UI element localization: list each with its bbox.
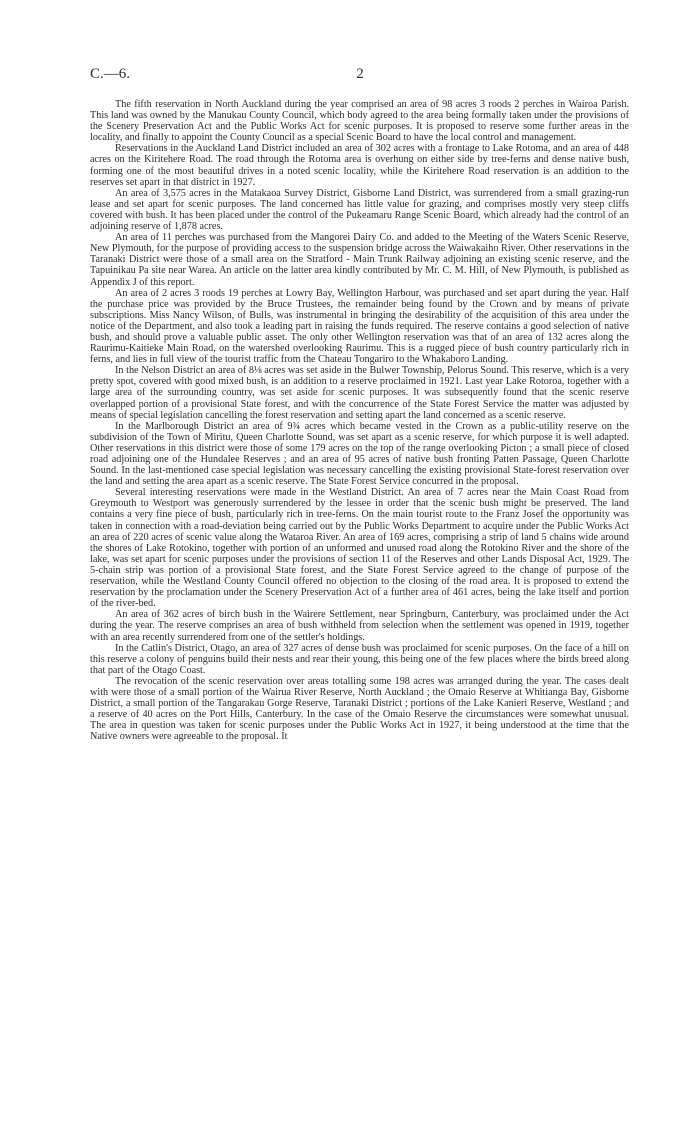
- page-header: [90, 66, 630, 86]
- paragraph-nelson-reservations: In the Nelson District an area of 8⅛ acres was set aside in the Bulwer Township, Pelorus Sound. This reserve, which is a very pretty spot, covered with good mixed bush, is an addition to a reserve proclaimed in 1921. Last year Lake Rotoroa, together with a large area of the surrounding country, was set aside for scenic purposes. It was subsequently found that the scenic reserve overlapped portion of a provisional State forest, and with the concurrence of the State Forest Service the matter was adjusted by means of special legislation cancelling the forest reservation and setting apart the land concerned as a scenic reserve.: [90, 365, 629, 421]
- document-reference: C.—6.: [90, 66, 131, 82]
- paragraph-revocations: The revocation of the scenic reservation over areas totalling some 198 acres was arranged during the year. The cases dealt with were those of a small portion of the Wairua River Reserve, North Auckland ; the Omaio Reserve at Whitianga Bay, Gisborne District, a small portion of the Tangarakau Gorge Reserve, Taranaki District ; portions of the Lake Kanieri Reserve, Westland ; and a reserve of 40 acres on the Port Hills, Canterbury. In the case of the Omaio Reserve the circumstances were somewhat unusual. The area in question was taken for scenic purposes under the Public Works Act in 1927, it being understood at the time that the Native owners were agreeable to the proposal. It: [90, 675, 629, 743]
- paragraph-westland-reservations: Several interesting reservations were made in the Westland District. An area of 7 acres near the Main Coast Road from Greymouth to Westport was generously surrendered by the lessee in order that the scenic bush might be preserved. The land contains a very fine piece of bush, particularly rich in tree-ferns. On the main tourist route to the Franz Josef the opportunity was taken in connection with a road-deviation being carried out by the Public Works Department to acquire under the Public Works Act an area of 220 acres of scenic value along the Wataroa River. An area of 169 acres, comprising a strip of land 5 chains wide around the shores of Lake Rotokino, together with portion of an unformed and unused road along the Rotokino River and the shore of the lake, was set apart for scenic purposes under the provisions of section 11 of the Reserves and other Lands Disposal Act, 1929. The 5-chain strip was portion of a provisional State forest, and the State Forest Service agreed to the change of purpose of the reservation, while the Westland County Council offered no objection to the closing of the road area. It is proposed to extend the reservation by the proclamation under the Scenery Preservation Act of a further area of 461 acres, being the lake itself and portion of the river-bed.: [90, 487, 629, 610]
- paragraph-marlborough-reservations: In the Marlborough District an area of 9¾ acres which became vested in the Crown as a public-utility reserve on the subdivision of the Town of Miritu, Queen Charlotte Sound, was set apart as a scenic reserve, for which purpose it is well adapted. Other reservations in this district were those of some 179 acres on the top of the range overlooking Picton ; a small piece of closed road adjoining one of the Hundalee Reserves ; and an area of 95 acres of native bush fronting Patten Passage, Queen Charlotte Sound. In the last-mentioned case special legislation was necessary cancelling the existing provisional State-forest reservation over the land and setting the area apart as a scenic reserve. The State Forest Service concurred in the proposal.: [90, 420, 629, 488]
- paragraph-wellington-reservations: An area of 2 acres 3 roods 19 perches at Lowry Bay, Wellington Harbour, was purchased and set apart during the year. Half the purchase price was provided by the Bruce Trustees, the remainder being found by the Crown and by means of private subscriptions. Miss Nancy Wilson, of Bulls, was instrumental in bringing the desirability of the acquisition of this area under the notice of the Department, and also took a leading part in raising the funds required. The reserve contains a good selection of native bush, and should prove a valuable public asset. The only other Wellington reservation was that of an area of 132 acres along the Raurimu-Kaitieke Main Road, on the watershed overlooking Raurimu. This is a rugged piece of bush country particularly rich in ferns, and lies in full view of the tourist traffic from the Chateau Tongariro to the Whakaboro Landing.: [90, 287, 629, 366]
- page-number: 2: [356, 66, 364, 82]
- paragraph-canterbury-wairere: An area of 362 acres of birch bush in the Wairere Settlement, near Springburn, Canterbury, was proclaimed under the Act during the year. The reserve comprises an area of bush withheld from selection when the settlement was opened in 1919, together with an area recently surrendered from one of the settler's holdings.: [90, 609, 629, 643]
- body-text: [90, 99, 629, 742]
- paragraph-gisborne-matakaoa: An area of 3,575 acres in the Matakaoa Survey District, Gisborne Land District, was surrendered from a small grazing-run lease and set apart for scenic purposes. The land concerned has little value for grazing, and comprises mostly very steep cliffs covered with bush. It has been placed under the control of the Pukeamaru Range Scenic Board, which already had the control of an adjoining reserve of 1,878 acres.: [90, 187, 629, 233]
- paragraph-north-auckland-wairoa: The fifth reservation in North Auckland during the year comprised an area of 98 acres 3 roods 2 perches in Wairoa Parish. This land was owned by the Manukau County Council, which body agreed to the area being formally taken under the provisions of the Scenery Preservation Act and the Public Works Act for scenic purposes. It is proposed to reserve some further areas in the locality, and finally to appoint the County Council as a special Scenic Board to have the local control and management.: [90, 99, 629, 144]
- paragraph-taranaki-reservations: An area of 11 perches was purchased from the Mangorei Dairy Co. and added to the Meeting of the Waters Scenic Reserve, New Plymouth, for the purpose of providing access to the suspension bridge across the Waiwakaiho River. Other reservations in the Taranaki District were those of a small area on the Stratford - Main Trunk Railway adjoining an existing scenic reserve, and the Tapuinikau Pa site near Warea. An article on the latter area kindly contributed by Mr. C. M. Hill, of New Plymouth, is published as Appendix J of this report.: [90, 232, 629, 288]
- paragraph-otago-catlins: In the Catlin's District, Otago, an area of 327 acres of dense bush was proclaimed for scenic purposes. On the face of a hill on this reserve a colony of penguins build their nests and rear their young, this being one of the few places where the birds breed along that part of the Otago Coast.: [90, 642, 629, 676]
- paragraph-auckland-reservations: Reservations in the Auckland Land District included an area of 302 acres with a frontage to Lake Rotoma, and an area of 448 acres on the Kiritehere Road. The road through the Rotoma area is overhung on either side by tree-ferns and dense native bush, forming one of the most beautiful drives in a noted scenic locality, while the Kiritehere Road reservation is an addition to the reserves set apart in that district in 1927.: [90, 143, 629, 188]
